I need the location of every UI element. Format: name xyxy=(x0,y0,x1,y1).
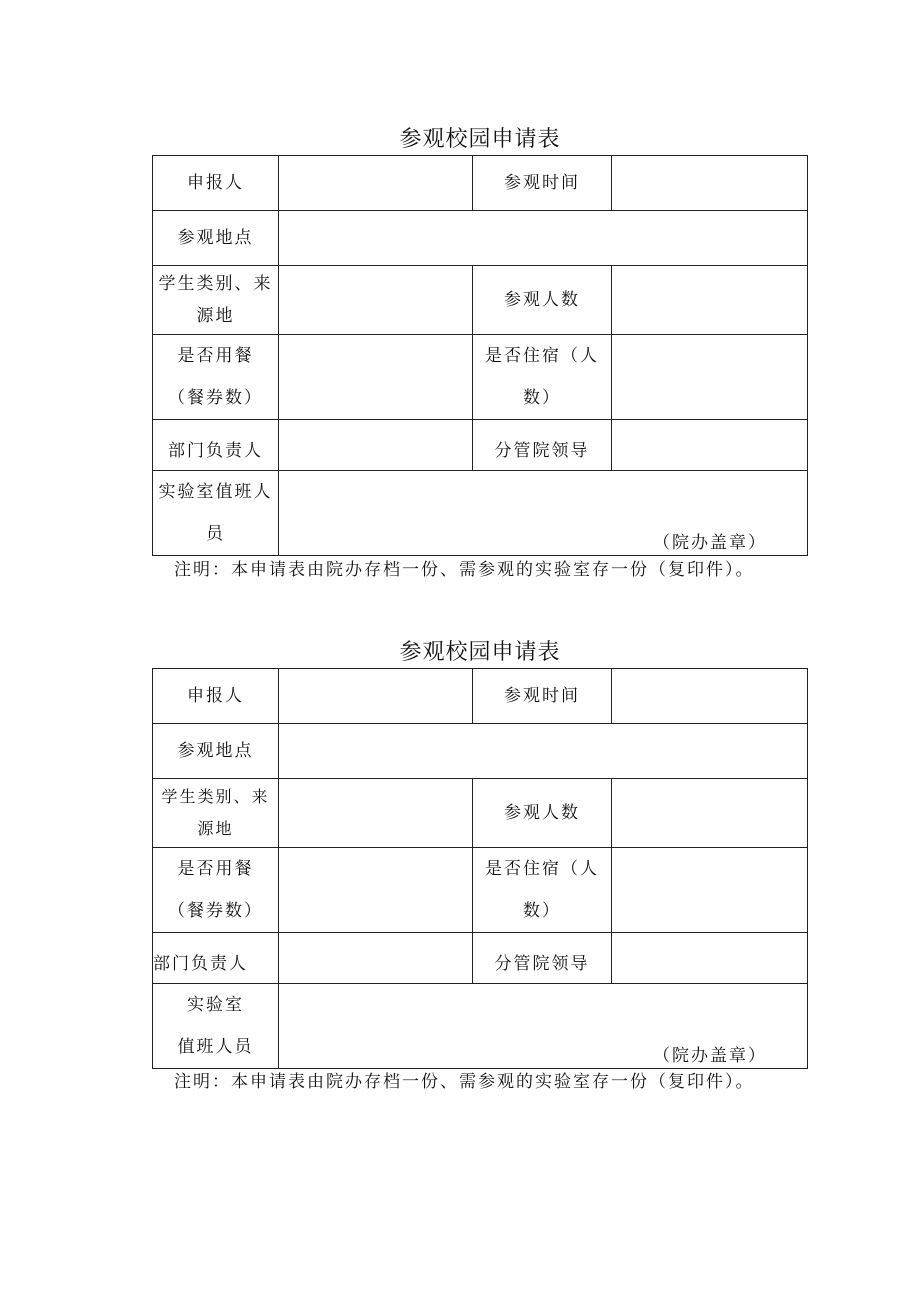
student-type-label-line1: 学生类别、来 xyxy=(158,274,273,294)
visitor-count-field[interactable] xyxy=(612,266,808,335)
lodging-label xyxy=(473,335,612,420)
lab-duty-label-line2: 值班人员 xyxy=(177,1037,254,1057)
meal-label xyxy=(153,335,279,420)
applicant-label: 申报人 xyxy=(153,156,279,211)
supervisor-field[interactable] xyxy=(612,420,808,471)
student-type-label-line1: 学生类别、来 xyxy=(161,787,270,806)
visit-location-label: 参观地点 xyxy=(153,724,279,779)
lodging-field[interactable] xyxy=(612,848,808,933)
lodging-label-line2: 数） xyxy=(523,388,561,408)
student-type-label xyxy=(153,779,279,848)
applicant-label: 申报人 xyxy=(153,669,279,724)
student-type-label-line2: 源地 xyxy=(196,306,235,326)
meal-label-line2: （餐券数） xyxy=(168,901,263,921)
applicant-field[interactable] xyxy=(279,669,473,724)
lab-duty-label-line1: 实验室值班人 xyxy=(158,482,273,502)
visit-time-field[interactable] xyxy=(612,669,808,724)
lab-duty-label-line1: 实验室 xyxy=(187,995,244,1015)
visitor-count-label: 参观人数 xyxy=(473,266,612,335)
lodging-label xyxy=(473,848,612,933)
form-table xyxy=(152,155,808,556)
meal-field[interactable] xyxy=(279,848,473,933)
meal-field[interactable] xyxy=(279,335,473,420)
stamp-text: （院办盖章） xyxy=(653,533,767,553)
lodging-label-line1: 是否住宿（人 xyxy=(485,859,599,879)
lab-duty-field[interactable] xyxy=(279,984,808,1069)
lodging-field[interactable] xyxy=(612,335,808,420)
dept-head-field[interactable] xyxy=(279,933,473,984)
student-type-field[interactable] xyxy=(279,266,473,335)
form-note: 注明：本申请表由院办存档一份、需参观的实验室存一份（复印件）。 xyxy=(174,560,755,580)
meal-label-line1: 是否用餐 xyxy=(177,346,254,366)
form-title: 参观校园申请表 xyxy=(399,127,561,152)
supervisor-field[interactable] xyxy=(612,933,808,984)
form-note: 注明：本申请表由院办存档一份、需参观的实验室存一份（复印件）。 xyxy=(174,1072,755,1092)
visit-location-field[interactable] xyxy=(279,211,808,266)
dept-head-field[interactable] xyxy=(279,420,473,471)
form-table xyxy=(152,668,808,1069)
student-type-label xyxy=(153,266,279,335)
lab-duty-label xyxy=(153,984,279,1069)
visit-time-label: 参观时间 xyxy=(473,669,612,724)
meal-label-line1: 是否用餐 xyxy=(177,859,254,879)
lodging-label-line2: 数） xyxy=(523,901,561,921)
meal-label xyxy=(153,848,279,933)
meal-label-line2: （餐券数） xyxy=(168,388,263,408)
visit-location-field[interactable] xyxy=(279,724,808,779)
lodging-label-line1: 是否住宿（人 xyxy=(485,346,599,366)
student-type-field[interactable] xyxy=(279,779,473,848)
student-type-label-line2: 源地 xyxy=(197,819,234,838)
applicant-field[interactable] xyxy=(279,156,473,211)
visitor-count-field[interactable] xyxy=(612,779,808,848)
visit-time-label: 参观时间 xyxy=(473,156,612,211)
stamp-text: （院办盖章） xyxy=(653,1046,767,1066)
supervisor-label: 分管院领导 xyxy=(473,420,612,471)
supervisor-label: 分管院领导 xyxy=(473,933,612,984)
lab-duty-label-line2: 员 xyxy=(206,524,225,544)
lab-duty-field[interactable] xyxy=(279,471,808,556)
dept-head-label: 部门负责人 xyxy=(153,933,279,984)
dept-head-label: 部门负责人 xyxy=(153,420,279,471)
visitor-count-label: 参观人数 xyxy=(473,779,612,848)
form-title: 参观校园申请表 xyxy=(399,640,561,665)
lab-duty-label xyxy=(153,471,279,556)
visit-time-field[interactable] xyxy=(612,156,808,211)
visit-location-label: 参观地点 xyxy=(153,211,279,266)
